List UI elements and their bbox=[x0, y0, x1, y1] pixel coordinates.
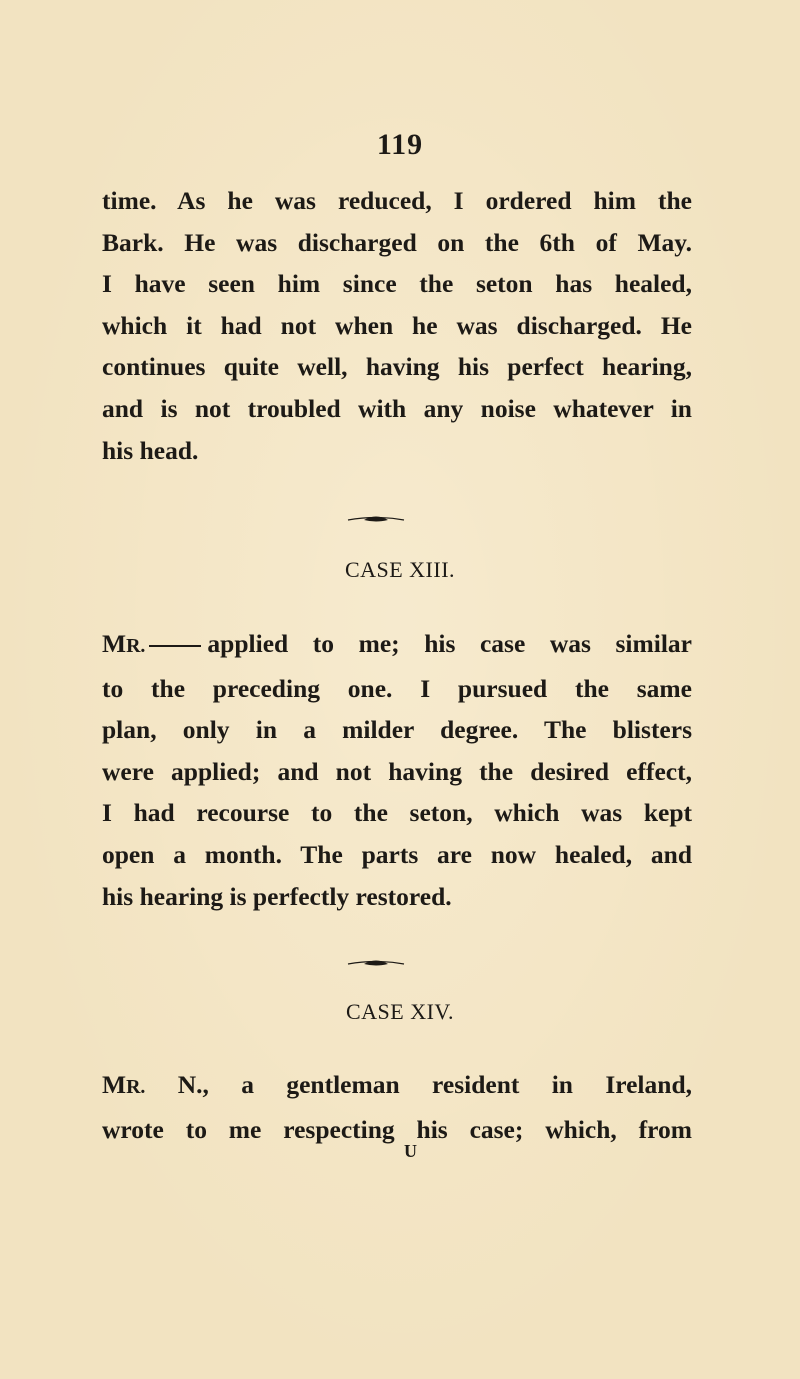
text-line: were applied; and not having the desired effect, bbox=[102, 756, 692, 786]
opening-m: M bbox=[102, 629, 127, 658]
text-line: his hearing is perfectly restored. bbox=[102, 881, 452, 911]
page-number: 119 bbox=[376, 128, 424, 161]
opening-m: M bbox=[102, 1070, 127, 1099]
text-line: open a month. The parts are now healed, and bbox=[102, 839, 692, 869]
first-line-rest: N., a gentleman resident in Ireland, bbox=[177, 1070, 692, 1099]
section-divider-ornament bbox=[346, 514, 406, 524]
paragraph-case-xii-conclusion bbox=[102, 180, 692, 471]
text-line: and is not troubled with any noise whatever in bbox=[102, 393, 692, 423]
text-line: wrote to me respecting his case; which, from bbox=[102, 1114, 692, 1144]
text-line: I have seen him since the seton has healed, bbox=[102, 269, 692, 299]
text-line: which it had not when he was discharged. He bbox=[102, 310, 692, 340]
case-xiv-heading: CASE XIV. bbox=[345, 999, 454, 1024]
text-line: plan, only in a milder degree. The blisters bbox=[102, 715, 692, 745]
section-divider-ornament bbox=[346, 958, 406, 968]
text-line: his head. bbox=[102, 435, 199, 465]
paragraph-case-xiv bbox=[102, 1064, 692, 1150]
text-line: to the preceding one. I pursued the same bbox=[102, 673, 692, 703]
text-line bbox=[102, 623, 692, 668]
text-line: I had recourse to the seton, which was kept bbox=[102, 798, 692, 828]
printer-signature-mark: U bbox=[404, 1141, 417, 1161]
text-line bbox=[102, 1064, 692, 1109]
text-line: Bark. He was discharged on the 6th of May. bbox=[102, 227, 692, 257]
text-line: continues quite well, having his perfect hearing, bbox=[102, 352, 692, 382]
case-xiii-heading: CASE XIII. bbox=[344, 557, 456, 582]
first-line-rest: applied to me; his case was similar bbox=[207, 629, 692, 658]
opening-r: R. bbox=[126, 635, 146, 657]
opening-r: R. bbox=[126, 1076, 146, 1098]
name-omitted-dash bbox=[149, 645, 201, 647]
text-line: time. As he was reduced, I ordered him the bbox=[102, 186, 692, 215]
paragraph-case-xiii bbox=[102, 623, 692, 917]
